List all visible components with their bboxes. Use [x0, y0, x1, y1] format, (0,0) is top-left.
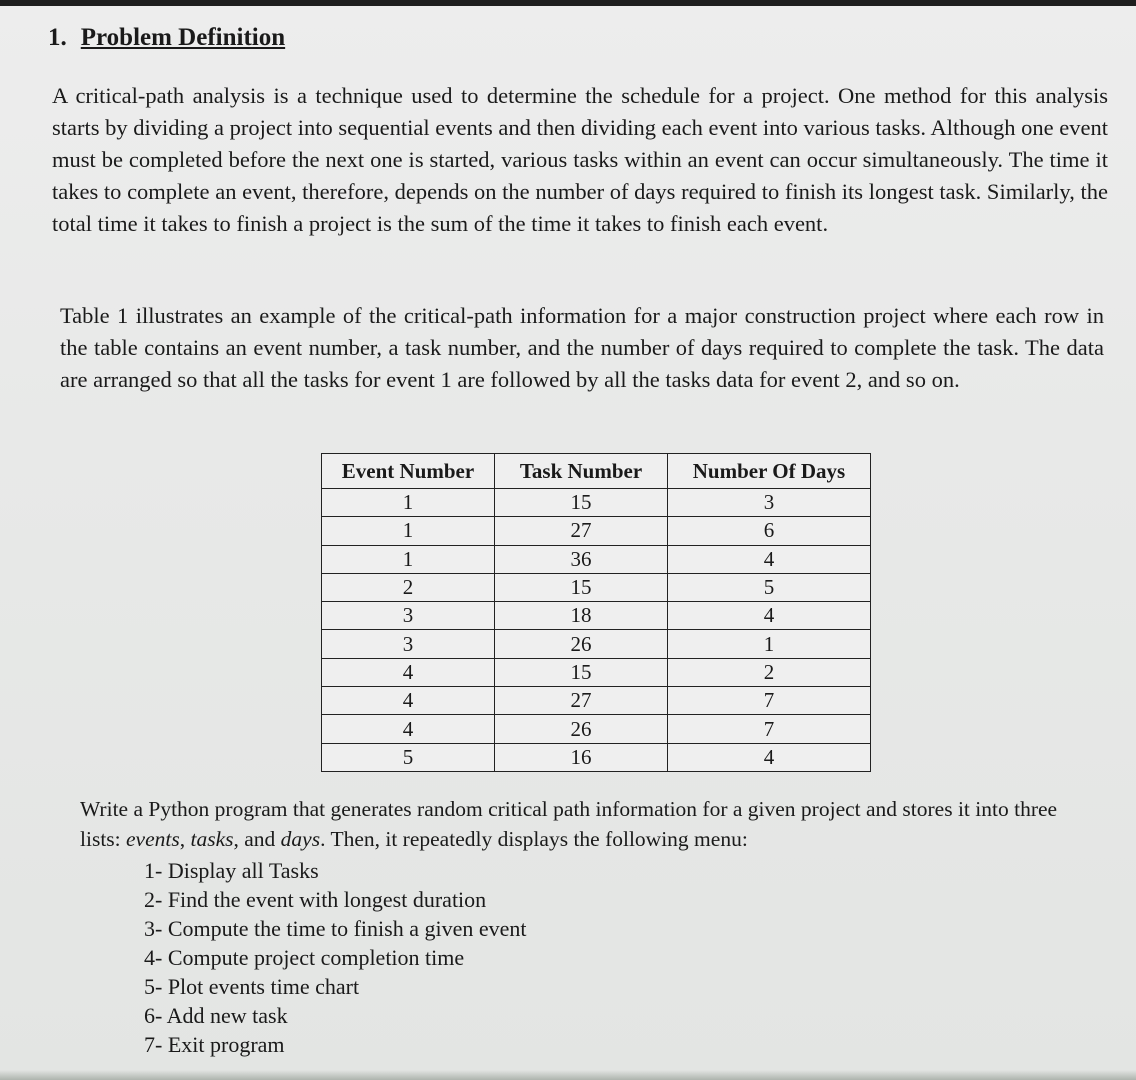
table-intro-paragraph: Table 1 illustrates an example of the critical-path information for a major construction project where each row in the table contains an event number, a task number, and the number of days required to complete the task. The data are arranged so that all the tasks for event 1 are followed by all the tasks data for event 2, and so on. — [60, 303, 1104, 392]
cell-event: 4 — [322, 715, 495, 743]
table-row — [322, 602, 871, 630]
cell-task: 18 — [495, 602, 668, 630]
table-row — [322, 545, 871, 573]
section-heading — [48, 24, 285, 52]
cell-event: 1 — [322, 489, 495, 517]
table-row — [322, 687, 871, 715]
section-number: 1. — [48, 24, 67, 51]
cell-days: 4 — [668, 602, 871, 630]
table-row — [322, 517, 871, 545]
table-header-row — [322, 454, 871, 489]
menu-item-event-time: 3- Compute the time to finish a given event — [144, 916, 527, 941]
critical-path-table — [321, 453, 871, 772]
header-event-number: Event Number — [322, 454, 495, 489]
cell-task: 27 — [495, 687, 668, 715]
cell-task: 15 — [495, 489, 668, 517]
document-page — [0, 6, 1136, 1080]
cell-task: 36 — [495, 545, 668, 573]
intro-paragraph: A critical-path analysis is a technique used to determine the schedule for a project. One method for this analysis starts by dividing a project into sequential events and then dividing each event into various tasks. Although one event must be completed before the next one is started, various tasks within an event can occur simultaneously. The time it takes to complete an event, therefore, depends on the number of days required to finish its longest task. Similarly, the total time it takes to finish a project is the sum of the time it takes to finish each event. — [52, 83, 1108, 236]
cell-task: 27 — [495, 517, 668, 545]
cell-task: 15 — [495, 573, 668, 601]
table-row — [322, 489, 871, 517]
task-paragraph — [80, 794, 1100, 854]
cell-task: 26 — [495, 715, 668, 743]
menu-item-project-time: 4- Compute project completion time — [144, 945, 465, 970]
list-name-events: events — [126, 827, 180, 851]
task-sep-2: , and — [233, 827, 281, 851]
cell-days: 3 — [668, 489, 871, 517]
table-row — [322, 658, 871, 686]
table-row — [322, 715, 871, 743]
cell-days: 7 — [668, 715, 871, 743]
cell-event: 3 — [322, 630, 495, 658]
cell-days: 2 — [668, 658, 871, 686]
cell-event: 4 — [322, 687, 495, 715]
cell-event: 4 — [322, 658, 495, 686]
cell-task: 15 — [495, 658, 668, 686]
header-task-number: Task Number — [495, 454, 668, 489]
cell-event: 2 — [322, 573, 495, 601]
table-row — [322, 743, 871, 771]
menu-item-longest-event: 2- Find the event with longest duration — [144, 887, 487, 912]
task-sep-1: , — [179, 827, 191, 851]
header-number-of-days: Number Of Days — [668, 454, 871, 489]
cell-days: 5 — [668, 573, 871, 601]
task-text-after: . Then, it repeatedly displays the following menu: — [320, 827, 748, 851]
program-menu — [144, 856, 526, 1059]
menu-item-display-tasks: 1- Display all Tasks — [144, 858, 319, 883]
table-row — [322, 573, 871, 601]
bottom-edge-shade — [0, 1070, 1136, 1080]
cell-event: 1 — [322, 545, 495, 573]
menu-item-exit: 7- Exit program — [144, 1032, 285, 1057]
cell-days: 6 — [668, 517, 871, 545]
task-text-before: Write a Python program that generates random critical path information for a given project and stores it into three lists: — [80, 797, 1058, 851]
list-name-tasks: tasks — [190, 827, 234, 851]
cell-event: 3 — [322, 602, 495, 630]
menu-item-plot-chart: 5- Plot events time chart — [144, 974, 360, 999]
list-name-days: days — [280, 827, 321, 851]
cell-days: 1 — [668, 630, 871, 658]
cell-days: 7 — [668, 687, 871, 715]
section-title: Problem Definition — [80, 24, 286, 51]
cell-days: 4 — [668, 545, 871, 573]
cell-task: 16 — [495, 743, 668, 771]
cell-task: 26 — [495, 630, 668, 658]
menu-item-add-task: 6- Add new task — [144, 1003, 288, 1028]
cell-event: 5 — [322, 743, 495, 771]
cell-days: 4 — [668, 743, 871, 771]
table-row — [322, 630, 871, 658]
cell-event: 1 — [322, 517, 495, 545]
